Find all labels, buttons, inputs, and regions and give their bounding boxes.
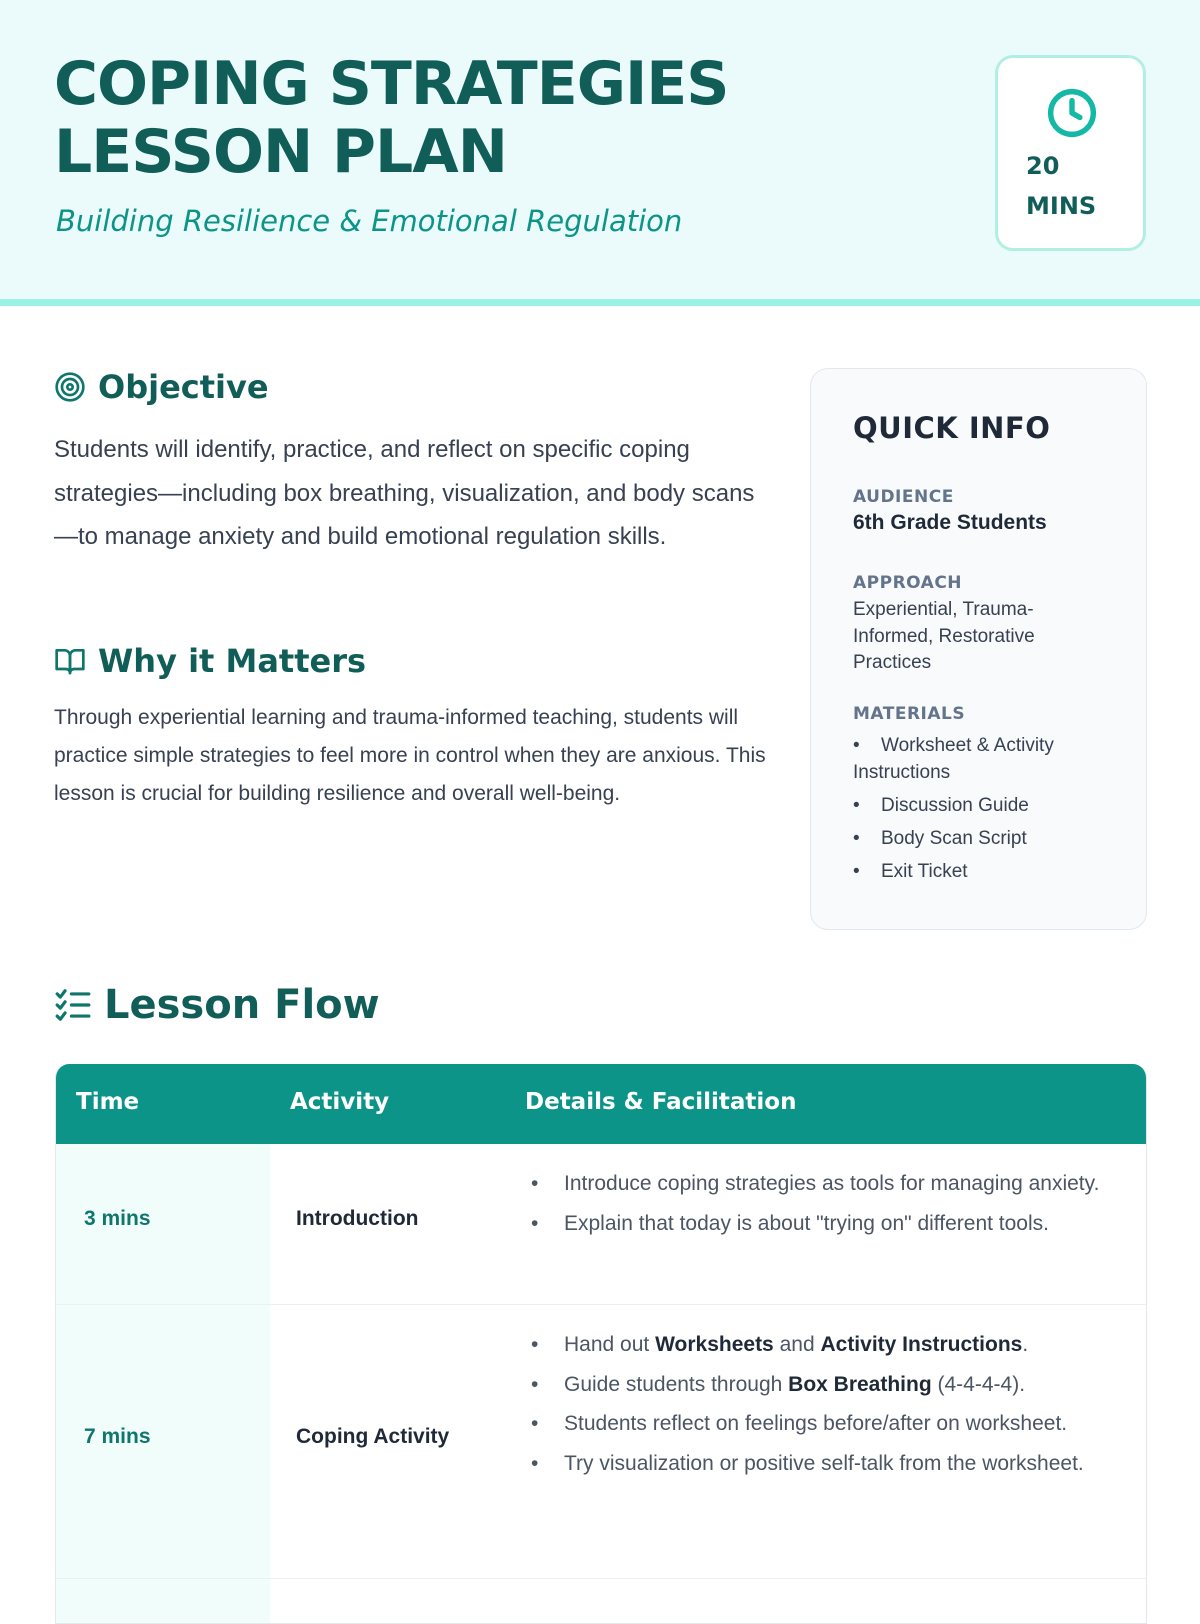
detail-item: • Hand out Worksheets and Activity Instructions.	[531, 1333, 1029, 1356]
lesson-flow-table	[55, 1064, 1147, 1624]
detail-item: • Introduce coping strategies as tools for managing anxiety.	[531, 1172, 1100, 1195]
column-header-details: Details & Facilitation	[525, 1089, 797, 1115]
materials-item: • Worksheet & Activity Instructions	[853, 735, 1054, 783]
row-time: 3 mins	[84, 1207, 151, 1230]
quick-info-title: QUICK INFO	[853, 411, 1051, 445]
materials-item: • Discussion Guide	[853, 794, 1029, 816]
row-activity: Coping Activity	[296, 1425, 450, 1448]
page-subtitle: Building Resilience & Emotional Regulation	[56, 204, 683, 238]
objective-heading-text: Objective	[98, 368, 269, 406]
row-time: 7 mins	[84, 1425, 151, 1448]
detail-item: • Explain that today is about "trying on" different tools.	[531, 1211, 1049, 1235]
detail-item: • Guide students through Box Breathing (4-4-4-4).	[531, 1372, 1026, 1396]
row-divider	[56, 1304, 1147, 1305]
lesson-flow-heading-text: Lesson Flow	[104, 982, 380, 1028]
materials-item: • Body Scan Script	[853, 827, 1027, 849]
audience-label: AUDIENCE	[853, 487, 954, 507]
approach-label: APPROACH	[853, 573, 963, 593]
table-header	[56, 1064, 1147, 1144]
approach-value: Experiential, Trauma-Informed, Restorative Practices	[853, 599, 1035, 673]
materials-list	[853, 733, 1113, 892]
row-details	[531, 1328, 1131, 1486]
quick-info-card	[810, 368, 1147, 930]
why-heading-text: Why it Matters	[98, 642, 367, 680]
target-icon	[54, 371, 86, 403]
objective-text: Students will identify, practice, and reflect on specific coping strategies—including box breathing, visualization, and body scans—to manage anxiety and build emotional regulation skills.	[54, 436, 755, 550]
materials-label: MATERIALS	[853, 704, 966, 724]
detail-item: • Students reflect on feelings before/after on worksheet.	[531, 1412, 1068, 1435]
row-activity: Introduction	[296, 1207, 419, 1230]
column-header-time: Time	[76, 1089, 140, 1115]
detail-item: • Try visualization or positive self-talk from the worksheet.	[531, 1451, 1084, 1475]
why-text: Through experiential learning and trauma-informed teaching, students will practice simple strategies to feel more in control when they are anxious. This lesson is crucial for building resilience and overall well-being.	[54, 706, 766, 805]
page-title: COPING STRATEGIES LESSON PLAN	[54, 49, 729, 187]
duration-unit: MINS	[1026, 192, 1097, 220]
open-book-icon	[54, 645, 86, 677]
duration-card	[995, 55, 1146, 251]
row-details	[531, 1167, 1131, 1246]
clock-icon	[1045, 86, 1099, 140]
row-divider	[56, 1578, 1147, 1579]
lesson-flow-heading	[54, 982, 380, 1028]
materials-item: • Exit Ticket	[853, 860, 968, 882]
duration-number: 20	[1026, 152, 1060, 180]
checklist-icon	[54, 986, 92, 1024]
objective-heading	[54, 368, 269, 406]
lesson-header	[0, 0, 1200, 306]
audience-value: 6th Grade Students	[853, 511, 1047, 534]
column-header-activity: Activity	[290, 1089, 390, 1115]
why-heading	[54, 642, 366, 680]
